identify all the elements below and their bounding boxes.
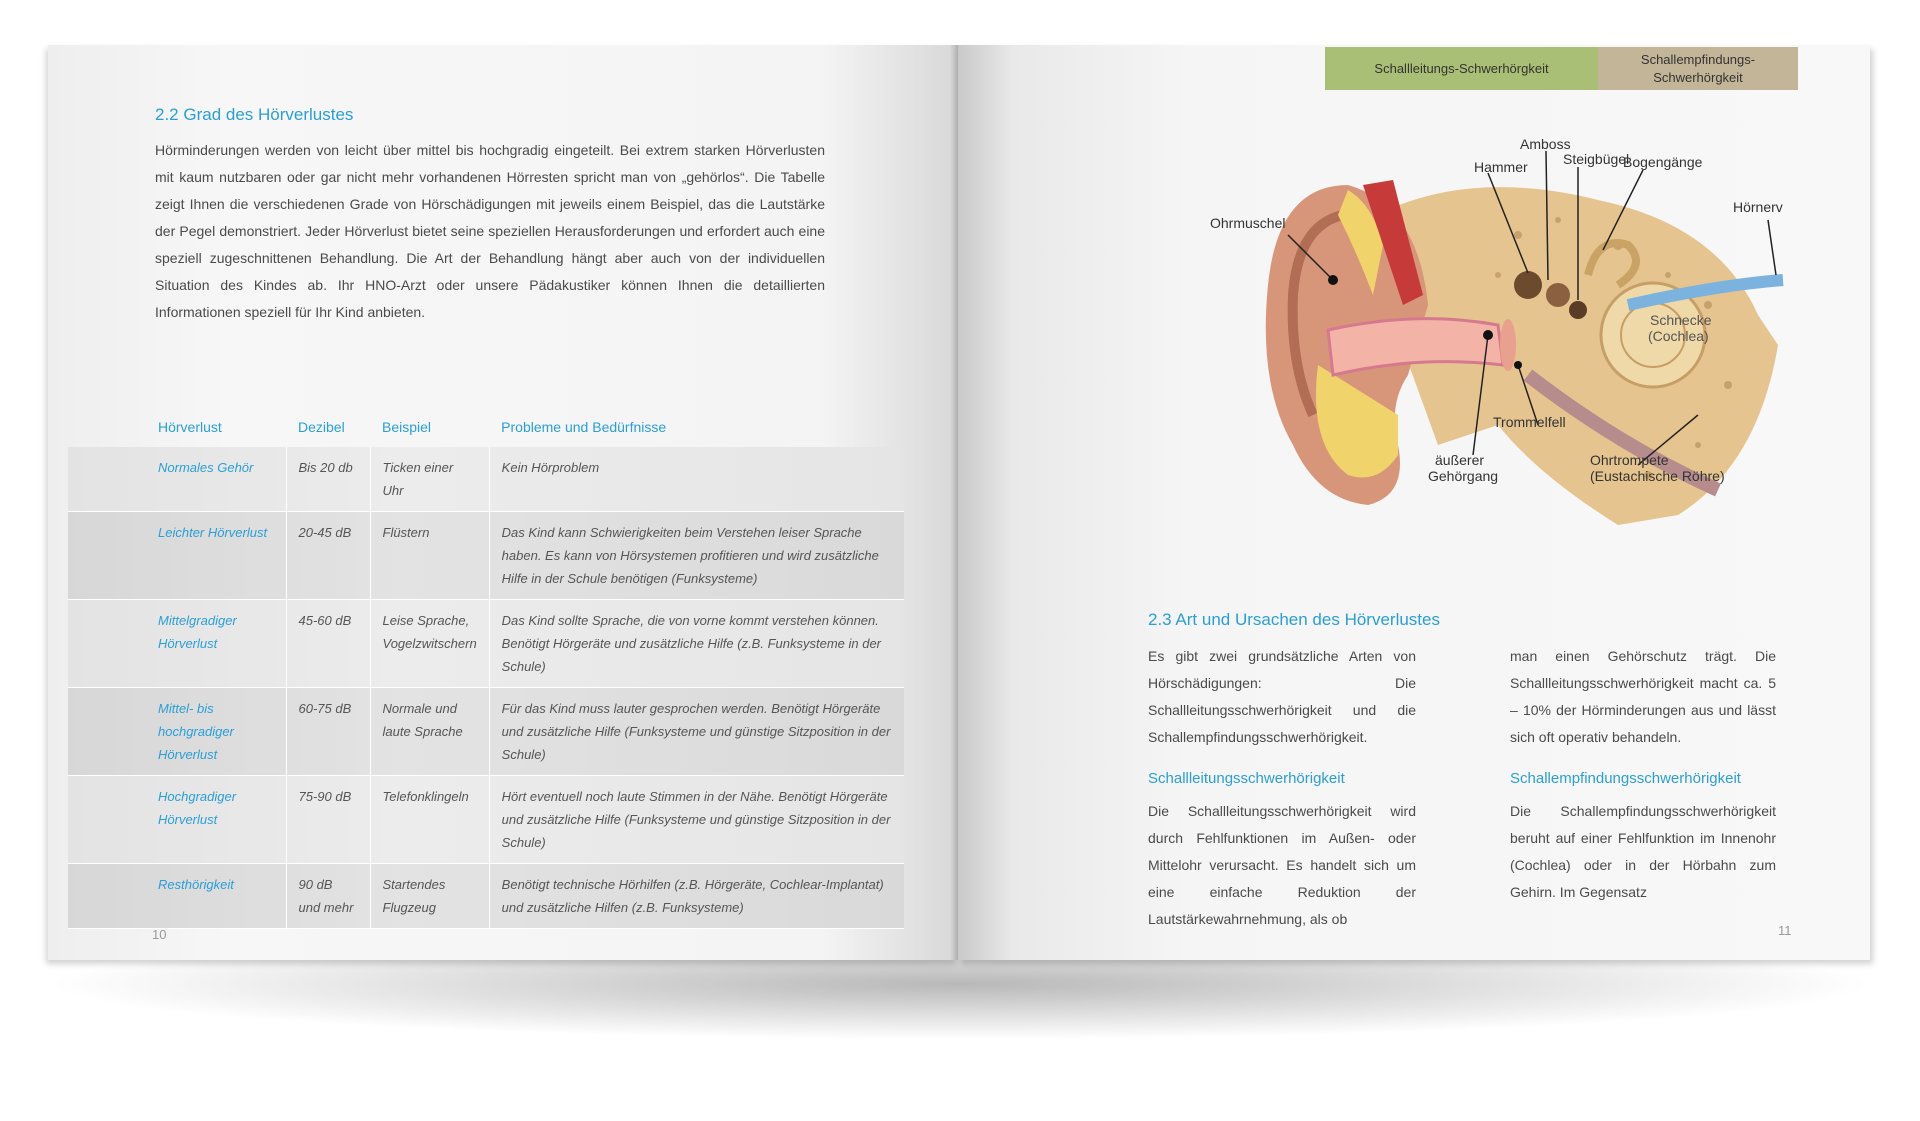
cell-hoerverlust: Mittel- bis hochgradiger Hörverlust xyxy=(68,688,286,776)
cell-beispiel: Flüstern xyxy=(370,512,489,600)
cell-beispiel: Telefonklingeln xyxy=(370,776,489,864)
label-bogengaenge: Bogengänge xyxy=(1623,154,1703,170)
chapter-tabs xyxy=(1325,47,1798,90)
section-heading-2-3: 2.3 Art und Ursachen des Hörverlustes xyxy=(1148,610,1440,629)
label-hoernerv: Hörnerv xyxy=(1733,199,1783,215)
table-row xyxy=(68,776,904,864)
stirrup-bone xyxy=(1569,301,1587,319)
col2-intro: man einen Gehörschutz trägt. Die Schallleitungsschwerhörigkeit macht ca. 5 – 10% der Hörminderungen aus und lässt sich oft operativ behandeln. xyxy=(1510,648,1776,745)
label-trommelfell: Trommelfell xyxy=(1493,414,1566,430)
cell-hoerverlust: Mittelgradiger Hörverlust xyxy=(68,600,286,688)
ear-anatomy-diagram xyxy=(1198,136,1818,595)
tab-schallleitung: Schallleitungs-Schwerhörgkeit xyxy=(1325,47,1598,90)
cell-dezibel: 75-90 dB xyxy=(286,776,370,864)
cell-dezibel: 60-75 dB xyxy=(286,688,370,776)
col-header-hoerverlust: Hörverlust xyxy=(158,419,222,435)
label-ohrtrompete: Ohrtrompete xyxy=(1590,452,1669,468)
col2-body: Die Schallempfindungsschwerhörigkeit beruht auf einer Fehlfunktion im Innenohr (Cochlea) oder in der Hörbahn zum Gehirn. Im Gegensatz xyxy=(1510,803,1776,900)
label-schnecke: Schnecke xyxy=(1650,312,1712,328)
col2-subheading: Schallempfindungsschwerhörigkeit xyxy=(1510,770,1741,787)
col1-subheading: Schallleitungsschwerhörigkeit xyxy=(1148,770,1345,787)
col1-intro: Es gibt zwei grundsätzliche Arten von Hörschädigungen: Die Schallleitungsschwerhörigkeit und die Schallempfindungsschwerhörigkeit. xyxy=(1148,648,1416,745)
text-column-2 xyxy=(1510,643,1776,906)
table-row xyxy=(68,512,904,600)
col-header-beispiel: Beispiel xyxy=(382,419,432,435)
label-hammer: Hammer xyxy=(1474,159,1528,175)
cell-hoerverlust: Leichter Hörverlust xyxy=(68,512,286,600)
intro-paragraph: Hörminderungen werden von leicht über mittel bis hochgradig eingeteilt. Bei extrem starken Hörverlusten mit kaum nutzbaren oder gar nicht mehr vorhandenen Hörresten spricht man von „gehörlos“. Die Tabelle zeigt Ihnen die verschiedenen Grade von Hörschädigungen mit jeweils einem Beispiel, das die Lautstärke der Pegel demonstriert. Jeder Hörverlust bietet seine speziellen Herausforderungen und erfordert auch eine speziell zugeschnittenen Behandlung. Die Art der Behandlung hängt aber auch von der individuellen Situation des Kindes ab. Ihr HNO-Arzt oder unsere Pädakustiker können Ihnen die detaillierten Informationen speziell für Ihr Kind anbieten. xyxy=(155,142,825,320)
hammer-bone xyxy=(1514,271,1542,299)
cell-probleme: Benötigt technische Hörhilfen (z.B. Hörgeräte, Cochlear-Implantat) und zusätzliche Hilfen (z.B. Funksysteme) xyxy=(501,877,884,915)
eardrum xyxy=(1500,319,1516,371)
col1-body: Die Schallleitungsschwerhörigkeit wird durch Fehlfunktionen im Außen- oder Mittelohr verursacht. Es handelt sich um eine einfache Reduktion der Lautstärkewahrnehmung, als ob xyxy=(1148,803,1416,927)
page-number-left: 10 xyxy=(152,927,167,942)
table-row xyxy=(68,447,904,512)
label-gehoergang: Gehörgang xyxy=(1428,468,1499,484)
cell-beispiel: Leise Sprache, Vogelzwitschern xyxy=(370,600,489,688)
cell-probleme: Hört eventuell noch laute Stimmen in der Nähe. Benötigt Hörgeräte und zusätzliche Hilfe (Funksysteme und günstige Sitzposition in der Schule) xyxy=(501,789,891,850)
label-eustachische-roehre: (Eustachische Röhre) xyxy=(1590,468,1725,484)
cell-beispiel: Ticken einer Uhr xyxy=(370,447,489,512)
cell-dezibel: Bis 20 db xyxy=(286,447,370,512)
label-steigbuegel: Steigbügel xyxy=(1563,151,1630,167)
cell-hoerverlust: Resthörigkeit xyxy=(68,864,286,929)
label-amboss: Amboss xyxy=(1520,136,1571,152)
hearing-loss-table xyxy=(68,417,904,929)
cell-beispiel: Startendes Flugzeug xyxy=(370,864,489,929)
cell-probleme: Kein Hörproblem xyxy=(501,460,600,475)
right-page xyxy=(958,45,1870,960)
cell-dezibel: 90 dB und mehr xyxy=(286,864,370,929)
table-row xyxy=(68,688,904,776)
col-header-dezibel: Dezibel xyxy=(298,419,345,435)
anvil-bone xyxy=(1546,283,1570,307)
col-header-probleme: Probleme und Bedürfnisse xyxy=(501,419,667,435)
cell-hoerverlust: Normales Gehör xyxy=(68,447,286,512)
book-shadow xyxy=(40,960,1880,1040)
table-row xyxy=(68,600,904,688)
text-column-1 xyxy=(1148,643,1416,933)
cell-probleme: Das Kind sollte Sprache, die von vorne kommt verstehen können. Benötigt Hörgeräte und zusätzliche Hilfe (z.B. Funksysteme in der Schule) xyxy=(501,613,882,674)
cell-hoerverlust: Hochgradiger Hörverlust xyxy=(68,776,286,864)
table-row xyxy=(68,864,904,929)
cell-probleme: Das Kind kann Schwierigkeiten beim Verstehen leiser Sprache haben. Es kann von Hörsystemen profitieren und wird zusätzliche Hilfe in der Schule benötigen (Funksysteme) xyxy=(501,525,879,586)
page-number-right: 11 xyxy=(1778,923,1792,938)
table-header-row xyxy=(68,417,904,447)
tab-schallempfindung: Schallempfindungs-Schwerhörgkeit xyxy=(1598,47,1798,90)
left-page xyxy=(48,45,958,960)
cell-probleme: Für das Kind muss lauter gesprochen werden. Benötigt Hörgeräte und zusätzliche Hilfe (Funksysteme und günstige Sitzposition in der Schule) xyxy=(501,701,891,762)
cell-dezibel: 20-45 dB xyxy=(286,512,370,600)
section-heading-2-2: 2.2 Grad des Hörverlustes xyxy=(155,105,354,124)
cell-dezibel: 45-60 dB xyxy=(286,600,370,688)
label-cochlea: (Cochlea) xyxy=(1648,328,1709,344)
cell-beispiel: Normale und laute Sprache xyxy=(370,688,489,776)
label-aeusserer: äußerer xyxy=(1435,452,1485,468)
label-ohrmuschel: Ohrmuschel xyxy=(1210,215,1286,231)
